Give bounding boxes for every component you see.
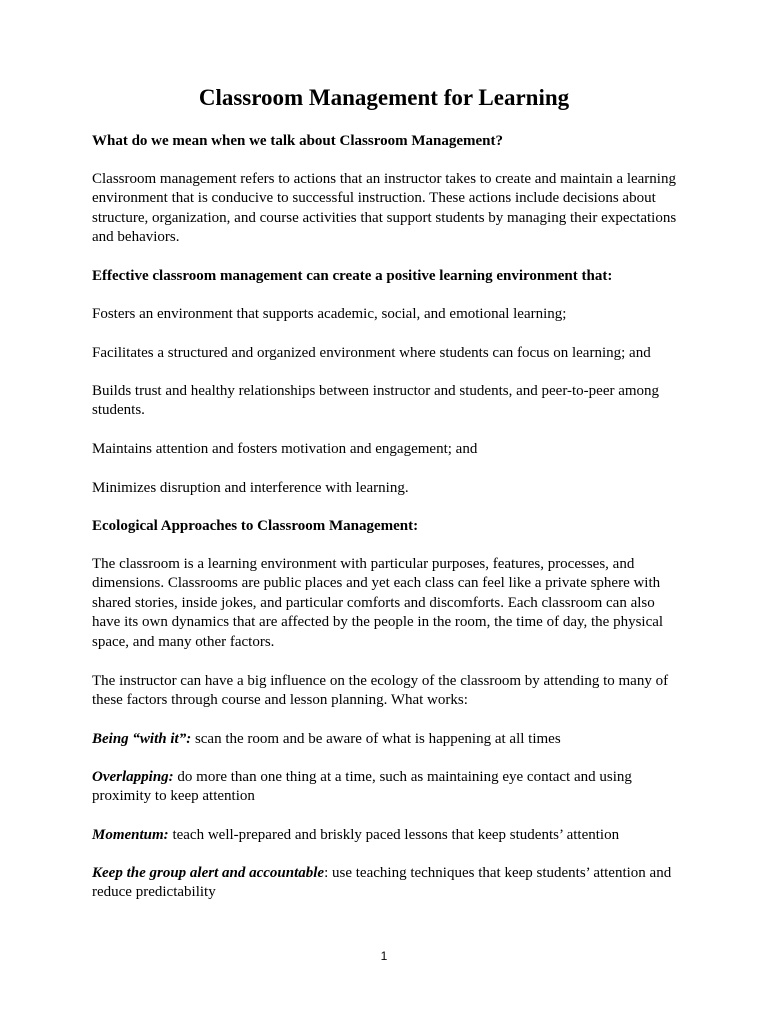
- strategy-term: Momentum:: [92, 827, 169, 843]
- definition-question-heading: What do we mean when we talk about Classroom Management?: [92, 133, 503, 149]
- page-number: 1: [380, 949, 388, 963]
- benefit-item: Facilitates a structured and organized environment where students can focus on learning; and: [92, 345, 651, 361]
- benefit-item: Minimizes disruption and interference with learning.: [92, 480, 409, 496]
- benefit-item: Builds trust and healthy relationships between instructor and students, and peer-to-peer among students.: [92, 383, 660, 419]
- document-title: Classroom Management for Learning: [198, 85, 570, 110]
- strategy-item-overlapping: [92, 768, 682, 807]
- strategy-term: Overlapping:: [92, 769, 174, 785]
- strategy-term: Keep the group alert and accountable: [92, 865, 325, 881]
- strategy-description: teach well-prepared and briskly paced lessons that keep students’ attention: [168, 827, 620, 843]
- benefit-item: Maintains attention and fosters motivation and engagement; and: [92, 441, 478, 457]
- effective-management-heading: Effective classroom management can create a positive learning environment that:: [92, 268, 613, 284]
- strategy-item-with-it: [92, 730, 682, 749]
- ecological-approaches-heading: Ecological Approaches to Classroom Management:: [92, 518, 419, 534]
- strategy-description: : use teaching techniques that keep students’ attention and reduce predictability: [92, 865, 672, 901]
- ecological-paragraph-2: The instructor can have a big influence on the ecology of the classroom by attending to many of these factors through course and lesson planning. What works:: [92, 673, 669, 709]
- strategy-term: Being “with it”:: [92, 731, 192, 747]
- strategy-item-group-alert: [92, 864, 682, 903]
- strategy-description: do more than one thing at a time, such as maintaining eye contact and using proximity to keep attention: [92, 769, 632, 805]
- strategy-description: scan the room and be aware of what is happening at all times: [191, 731, 561, 747]
- ecological-paragraph-1: The classroom is a learning environment with particular purposes, features, processes, and dimensions. Classrooms are public places and yet each class can feel like a private sphere with shared stories, inside jokes, and particular comforts and discomforts. Each classroom can also have its own dynamics that are affected by the people in the room, the time of day, the physical space, and many other factors.: [92, 556, 664, 650]
- strategy-item-momentum: [92, 826, 682, 845]
- benefit-item: Fosters an environment that supports academic, social, and emotional learning;: [92, 306, 567, 322]
- definition-paragraph: Classroom management refers to actions that an instructor takes to create and maintain a learning environment that is conducive to successful instruction. These actions include decisions about structure, organization, and course activities that support students by managing their expectations and behaviors.: [92, 171, 677, 246]
